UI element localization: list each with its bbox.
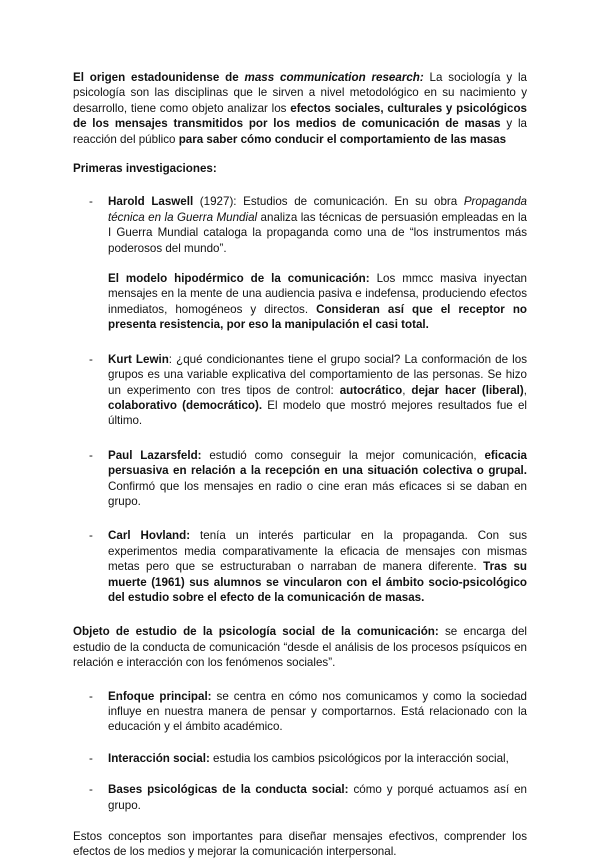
list-dash: - (89, 195, 93, 209)
list-dash: - (89, 448, 93, 462)
object-title: Objeto de estudio de la psicología social de la comunicación: (73, 625, 439, 639)
laswell-paragraph: Harold Laswell (1927): Estudios de comunicación. En su obra Propaganda técnica en la Guerra Mundial analiza las técnicas de persuasión empleadas en la I Guerra Mundial cataloga la propaganda como una de “los instrumentos más poderosos del mundo”. (108, 195, 527, 255)
researchers-list (73, 194, 527, 605)
object-aspects-list (73, 689, 527, 813)
conclusion-paragraph: Estos conceptos son importantes para diseñar mensajes efectivos, comprender los efectos de los medios y mejorar la comunicación interpersonal. (73, 830, 527, 859)
list-dash: - (89, 783, 93, 797)
list-item-lazarsfeld (73, 448, 527, 510)
list-item-enfoque: - Enfoque principal: se centra en cómo nos comunicamos y como la sociedad influye en nuestra manera de pensar y comportarnos. Está relacionado con la educación y el ámbito académico. (89, 689, 527, 734)
list-item-lewin (73, 352, 527, 429)
hovland-paragraph: Carl Hovland: tenía un interés particular en la propaganda. Con sus experimentos media comparativamente la eficacia de mensajes con mismas metas pero que se estructuraban o narraban de manera diferente. Tras su muerte (1961) sus alumnos se vincularon con el ámbito socio-psicológico del estudio sobre el efecto de la comunicación de masas. (108, 529, 528, 604)
list-item-hovland (73, 528, 527, 605)
model-bold: Consideran así que el receptor no presenta resistencia, por eso la manipulación el casi total. (108, 302, 528, 332)
aspect-label: Bases psicológicas de la conducta social: (108, 783, 349, 797)
list-item-interaccion: - Interacción social: estudia los cambios psicológicos por la interacción social, (89, 751, 509, 765)
researcher-name: Carl Hovland: (108, 529, 191, 543)
section-heading-primeras: Primeras investigaciones: (73, 162, 217, 176)
list-dash: - (89, 352, 93, 366)
lazarsfeld-paragraph: Paul Lazarsfeld: estudió como conseguir la mejor comunicación, eficacia persuasiva en relación a la recepción en una situación colectiva o grupal. Confirmó que los mensajes en radio o cine eran más eficaces si se daban en grupo. (108, 448, 527, 508)
intro-bold-2: para saber cómo conducir el comportamiento de las masas (178, 132, 507, 146)
model-title: El modelo hipodérmico de la comunicación: (108, 272, 370, 286)
list-dash: - (89, 751, 93, 765)
researcher-name: Paul Lazarsfeld: (108, 448, 202, 462)
list-item-laswell (73, 194, 527, 332)
intro-title-italic: mass communication research: (244, 71, 424, 84)
list-dash: - (89, 529, 93, 543)
intro-title: El origen estadounidense de mass communication research: (73, 71, 424, 84)
researcher-name: Harold Laswell (108, 195, 194, 209)
book-title: Propaganda técnica en la Guerra Mundial (108, 195, 527, 224)
list-dash: - (89, 689, 93, 703)
aspect-label: Enfoque principal: (108, 689, 212, 703)
object-of-study-paragraph: Objeto de estudio de la psicología social de la comunicación: se encarga del estudio de la conducta de comunicación “desde el análisis de los procesos psíquicos en relación e interacción con los fenómenos sociales”. (73, 625, 528, 670)
intro-paragraph: El origen estadounidense de mass communication research: La sociología y la psicología son las disciplinas que le sirven a nivel metodológico en su nacimiento y desarrollo, tiene como objeto analizar los efectos sociales, culturales y psicológicos de los mensajes transmitidos por los medios de comunicación de masas y la reacción del público para saber cómo conducir el comportamiento de las masas (73, 71, 528, 146)
aspect-label: Interacción social: (108, 751, 210, 765)
list-item-bases: - Bases psicológicas de la conducta social: cómo y porqué actuamos así en grupo. (89, 783, 528, 812)
researcher-name: Kurt Lewin (108, 352, 169, 366)
hypodermic-model-paragraph: El modelo hipodérmico de la comunicación: Los mmcc masiva inyectan mensajes en la mente de una audiencia pasiva e indefensa, produciendo efectos inmediatos, homogéneos y directos. Consideran así que el receptor no presenta resistencia, por eso la manipulación el casi total. (108, 272, 528, 332)
intro-bold-1: efectos sociales, culturales y psicológicos de los mensajes transmitidos por los medios de comunicación de masas (73, 101, 527, 131)
lewin-paragraph: Kurt Lewin: ¿qué condicionantes tiene el grupo social? La conformación de los grupos es una variable explicativa del comportamiento de las personas. Se hizo un experimento con tres tipos de control: autocrático, dejar hacer (liberal), colaborativo (democrático). El modelo que mostró mejores resultados fue el último. (108, 352, 527, 428)
